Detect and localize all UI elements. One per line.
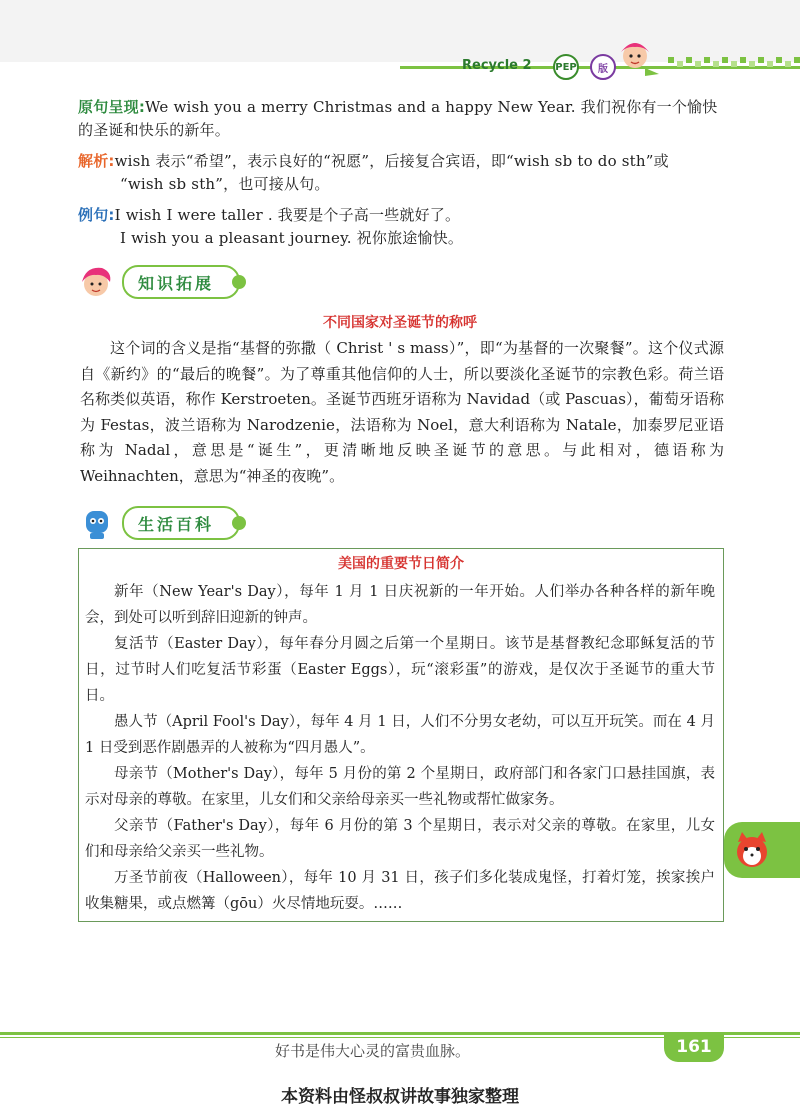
edition-badge: 版 [590, 54, 616, 80]
holiday-paragraph: 愚人节（April Fool's Day），每年 4 月 1 日，人们不分男女老幼，可以互开玩笑。而在 4 月 1 日受到恶作剧愚弄的人被称为“四月愚人”。 [85, 714, 715, 756]
examples-block: 例句:I wish I were taller . 我要是个子高一些就好了。 I wish you a pleasant journey. 祝你旅途愉快。 [78, 206, 464, 247]
cartoon-girl-icon [76, 264, 118, 300]
example-line-2: I wish you a pleasant journey. 祝你旅途愉快。 [120, 229, 464, 247]
header-band [0, 0, 800, 62]
life-section-tag [76, 505, 240, 541]
unit-label: Recycle 2 [462, 58, 532, 73]
knowledge-body: 这个词的含义是指“基督的弥撒（ Christ ' s mass）”，即“为基督的一次聚餐”。这个仪式源自《新约》的“最后的晚餐”。为了尊重其他信仰的人士，所以要淡化圣诞节的宗教色彩。荷兰语名称类似英语，称作 Kerstroeten。圣诞节西班牙语称为 Navidad（或 Pascuas），葡萄牙语称为 Festas，波兰语称为 Narodzenie，法语称为 Noel，意大利语称为 Natale，加泰罗尼亚语称为 Nadal，意思是“诞生”，更清晰地反映圣诞节的意思。与此相对，德语称为 Weihnachten，意思为“神圣的夜晚”。 [80, 339, 724, 485]
girl-mascot-icon [615, 38, 661, 78]
pep-badge: PEP [553, 54, 579, 80]
holiday-box [78, 548, 724, 922]
page-number: 161 [664, 1032, 724, 1062]
original-sentence: 原句呈现:We wish you a merry Christmas and a happy New Year. 我们祝你有一个愉快 的圣诞和快乐的新年。 [78, 98, 718, 139]
holiday-paragraph: 新年（New Year's Day），每年 1 月 1 日庆祝新的一年开始。人们举办各种各样的新年晚会，到处可以听到辞旧迎新的钟声。 [85, 584, 715, 626]
cartoon-robot-icon [76, 505, 118, 541]
holiday-box-title: 美国的重要节日简介 [338, 556, 464, 572]
analysis-line-2: “wish sb sth”，也可接从句。 [120, 175, 330, 193]
knowledge-tag-label: 知识拓展 [122, 265, 240, 299]
holiday-paragraph: 父亲节（Father's Day），每年 6 月份的第 3 个星期日，表示对父亲的尊敬。在家里，儿女们和母亲给父亲买一些礼物。 [85, 818, 715, 860]
knowledge-section-tag [76, 264, 240, 300]
footer-motto: 好书是伟大心灵的富贵血脉。 [275, 1042, 471, 1060]
examples-label: 例句 [78, 206, 109, 224]
source-note: 本资料由怪叔叔讲故事独家整理 [281, 1087, 519, 1107]
holiday-paragraph: 母亲节（Mother's Day），每年 5 月份的第 2 个星期日，政府部门和各家门口悬挂国旗，表示对母亲的尊敬。在家里，儿女们和父亲给母亲买一些礼物或帮忙做家务。 [85, 766, 715, 808]
analysis-label: 解析 [78, 152, 109, 170]
original-label: 原句呈现 [78, 98, 139, 116]
side-tab [724, 822, 800, 878]
holiday-paragraph: 复活节（Easter Day），每年春分月圆之后第一个星期日。该节是基督教纪念耶稣复活的节日，过节时人们吃复活节彩蛋（Easter Eggs），玩“滚彩蛋”的游戏，是仅次于圣诞节的重大节日。 [85, 636, 715, 704]
original-line-1: We wish you a merry Christmas and a happy New Year. 我们祝你有一个愉快 [145, 98, 718, 116]
knowledge-title: 不同国家对圣诞节的称呼 [323, 315, 477, 331]
cartoon-cat-icon [732, 830, 772, 870]
holiday-paragraph: 万圣节前夜（Halloween），每年 10 月 31 日，孩子们多化装成鬼怪，打着灯笼，挨家挨户收集糖果，或点燃篝（gōu）火尽情地玩耍。…… [85, 870, 715, 912]
example-line-1: I wish I were taller . 我要是个子高一些就好了。 [114, 206, 461, 224]
analysis-line-1: wish 表示“希望”，表示良好的“祝愿”，后接复合宾语，即“wish sb to do sth”或 [114, 152, 669, 170]
header-dots-decoration [668, 57, 800, 63]
analysis-block: 解析:wish 表示“希望”，表示良好的“祝愿”，后接复合宾语，即“wish sb to do sth”或 “wish sb sth”，也可接从句。 [78, 152, 669, 193]
life-tag-label: 生活百科 [122, 506, 240, 540]
original-line-2: 的圣诞和快乐的新年。 [78, 121, 231, 139]
